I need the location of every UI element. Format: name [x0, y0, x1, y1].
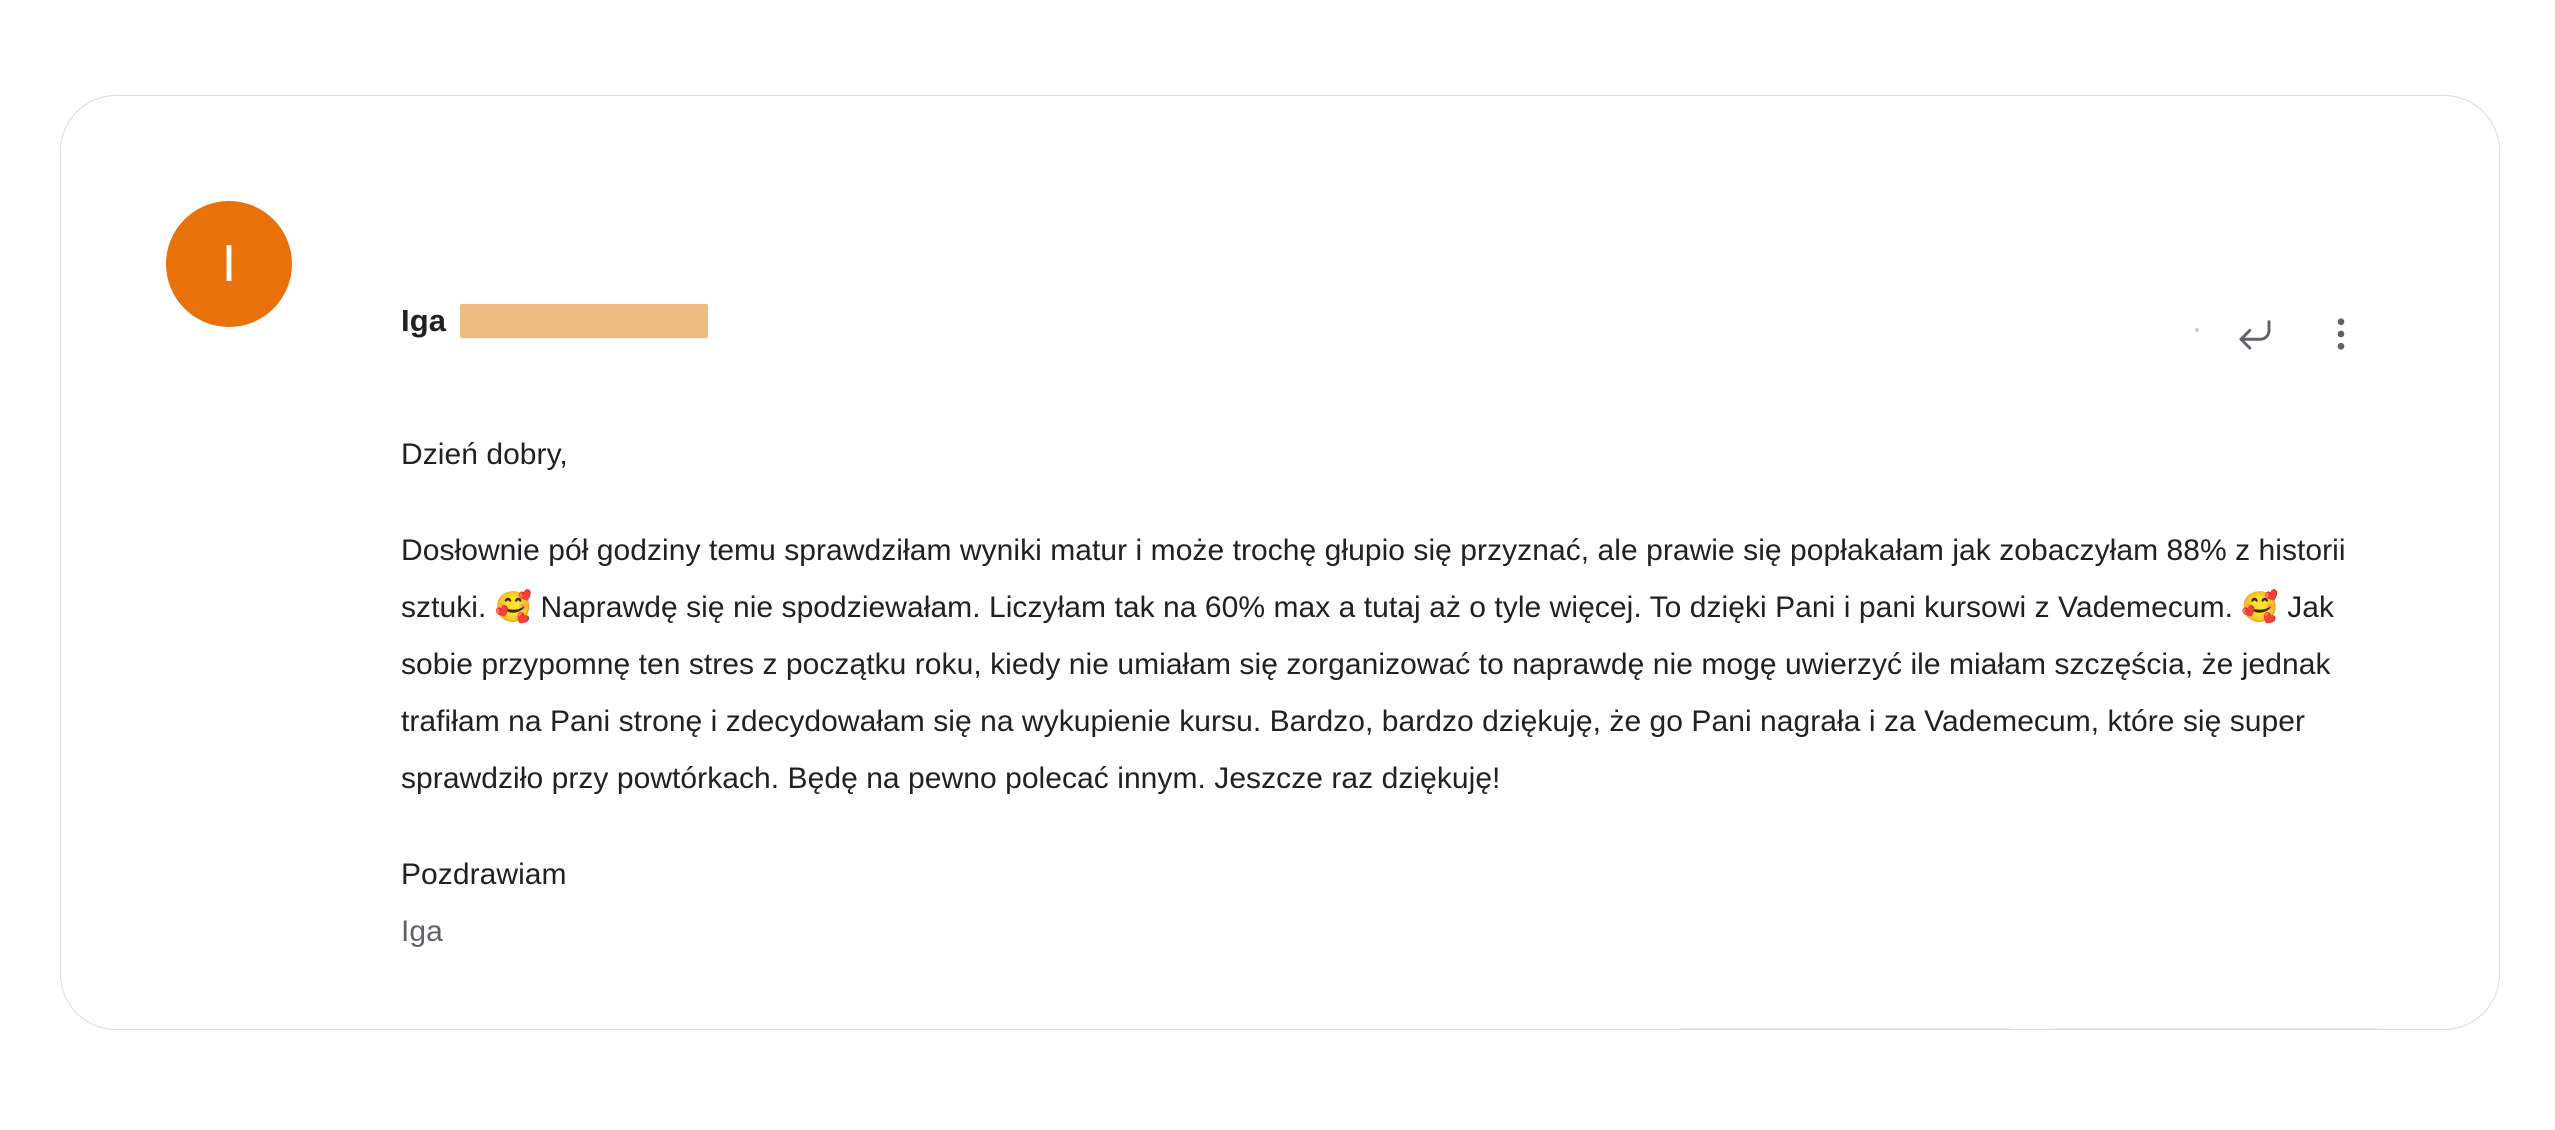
- sender-name[interactable]: Iga: [401, 303, 447, 338]
- body-greeting: Dzień dobry,: [401, 438, 568, 471]
- email-message-card: [60, 95, 2500, 1030]
- message-header: [61, 96, 2499, 338]
- quoted-divider-right: [2051, 1028, 2381, 1030]
- avatar[interactable]: I: [166, 201, 292, 327]
- more-options-button[interactable]: [2298, 291, 2384, 377]
- body-closing: Pozdrawiam: [401, 858, 567, 891]
- redacted-email-highlight: [460, 304, 708, 338]
- message-body: [401, 426, 2349, 960]
- message-actions: [2212, 291, 2384, 377]
- vertical-dots-icon: [2320, 313, 2362, 355]
- reply-button[interactable]: [2212, 291, 2298, 377]
- sender-line: [401, 303, 708, 339]
- body-paragraph: Dosłownie pół godziny temu sprawdziłam wyniki matur i może trochę głupio się przyznać, ale prawie się popłakałam jak zobaczyłam 88% z historii sztuki. 🥰 Naprawdę się nie spodziewałam. Liczyłam tak na 60% max a tutaj aż o tyle więcej. To dzięki Pani i pani kursowi z Vademecum. 🥰 Jak sobie przypomnę ten stres z początku roku, kiedy nie umiałam się zorganizować to naprawdę nie mogę uwierzyć ile miałam szczęścia, że jednak trafiłam na Pani stronę i zdecydowałam się na wykupienie kursu. Bardzo, bardzo dziękuję, że go Pani nagrała i za Vademecum, które się super sprawdziło przy powtórkach. Będę na pewno polecać innym. Jeszcze raz dziękuję!: [401, 534, 2346, 795]
- body-signature: Iga: [401, 915, 443, 948]
- reply-arrow-icon: [2234, 313, 2276, 355]
- label-dot-icon: [2195, 328, 2199, 332]
- quoted-divider-left: [1681, 1028, 2011, 1030]
